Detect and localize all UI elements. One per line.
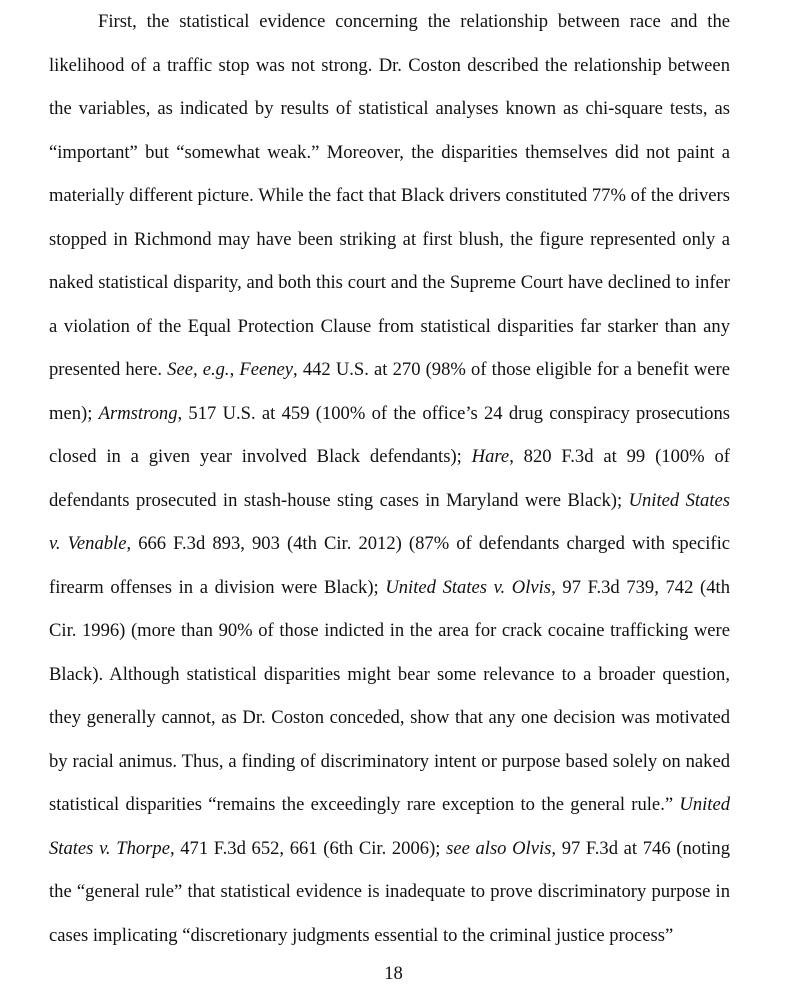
text-line xyxy=(49,793,730,817)
text-line xyxy=(98,10,730,34)
line-text: , xyxy=(229,359,240,380)
line-text: materially different picture. While the fact that Black drivers constituted 77% of the drivers xyxy=(49,185,730,206)
text-line xyxy=(49,228,730,252)
line-text: naked statistical disparity, and both this court and the Supreme Court have declined to infer xyxy=(49,272,730,293)
line-text: , 471 F.3d 652, 661 (6th Cir. 2006); xyxy=(169,837,447,859)
page-number: 18 xyxy=(384,963,403,984)
citation-text: v. Venable xyxy=(49,533,127,554)
line-text: , 442 U.S. at 270 (98% of those eligible for a benefit were xyxy=(293,359,730,380)
text-line xyxy=(49,924,730,948)
line-text: they generally cannot, as Dr. Coston conceded, show that any one decision was motivated xyxy=(49,707,730,728)
text-line xyxy=(49,184,730,208)
text-line xyxy=(49,880,730,904)
text-line xyxy=(49,402,730,426)
citation-text: States v. Thorpe xyxy=(49,837,170,859)
line-text: , 820 F.3d at 99 (100% of xyxy=(509,446,730,467)
text-line xyxy=(49,619,730,643)
text-line xyxy=(49,97,730,121)
text-line xyxy=(49,663,730,687)
line-text: stopped in Richmond may have been striking at first blush, the figure represented only a xyxy=(49,228,730,250)
line-text: statistical disparities “remains the exceedingly rare exception to the general rule.” xyxy=(49,794,680,815)
line-text: presented here. xyxy=(49,359,168,380)
citation-text: see also Olvis xyxy=(446,837,552,859)
citation-text: Armstrong xyxy=(98,402,178,424)
line-text: men); xyxy=(49,402,99,424)
text-line xyxy=(49,837,730,861)
line-text: Black). Although statistical disparities might bear some relevance to a broader question, xyxy=(49,663,730,685)
citation-text: United States xyxy=(628,489,731,511)
text-line xyxy=(49,706,730,730)
line-text: , 97 F.3d at 746 (noting xyxy=(551,837,730,859)
text-line xyxy=(49,750,730,774)
line-text: defendants prosecuted in stash-house sting cases in Maryland were Black); xyxy=(49,489,629,511)
citation-text: Feeney xyxy=(239,359,294,380)
line-text: the variables, as indicated by results of statistical analyses known as chi-square tests, as xyxy=(49,98,730,119)
text-line xyxy=(49,532,730,556)
text-line xyxy=(49,54,730,78)
line-text: closed in a given year involved Black defendants); xyxy=(49,446,472,467)
line-text: Cir. 1996) (more than 90% of those indicted in the area for crack cocaine trafficking were xyxy=(49,620,730,641)
text-line xyxy=(49,271,730,295)
line-text: firearm offenses in a division were Black); xyxy=(49,576,386,598)
citation-text: Hare xyxy=(471,446,510,467)
line-text: likelihood of a traffic stop was not strong. Dr. Coston described the relationship between xyxy=(49,54,730,76)
line-text: , 97 F.3d 739, 742 (4th xyxy=(551,576,730,598)
text-line xyxy=(49,358,730,382)
line-text: , 666 F.3d 893, 903 (4th Cir. 2012) (87% of defendants charged with specific xyxy=(126,533,730,554)
citation-text: United xyxy=(679,794,730,815)
line-text: a violation of the Equal Protection Clause from statistical disparities far starker than any xyxy=(49,315,730,337)
line-text: First, the statistical evidence concerning the relationship between race and the xyxy=(98,11,730,32)
citation-text: United States v. Olvis xyxy=(385,576,552,598)
line-text: “important” but “somewhat weak.” Moreover, the disparities themselves did not paint a xyxy=(49,141,730,163)
line-text: the “general rule” that statistical evidence is inadequate to prove discriminatory purpose in xyxy=(49,881,730,902)
text-line xyxy=(49,315,730,339)
text-line xyxy=(49,445,730,469)
line-text: by racial animus. Thus, a finding of discriminatory intent or purpose based solely on naked xyxy=(49,750,730,772)
line-text: , 517 U.S. at 459 (100% of the office’s 24 drug conspiracy prosecutions xyxy=(177,402,730,424)
line-text: cases implicating “discretionary judgments essential to the criminal justice process” xyxy=(49,924,674,946)
text-line xyxy=(49,576,730,600)
text-line xyxy=(49,141,730,165)
text-line xyxy=(49,489,730,513)
citation-text: See, e.g. xyxy=(167,359,230,380)
